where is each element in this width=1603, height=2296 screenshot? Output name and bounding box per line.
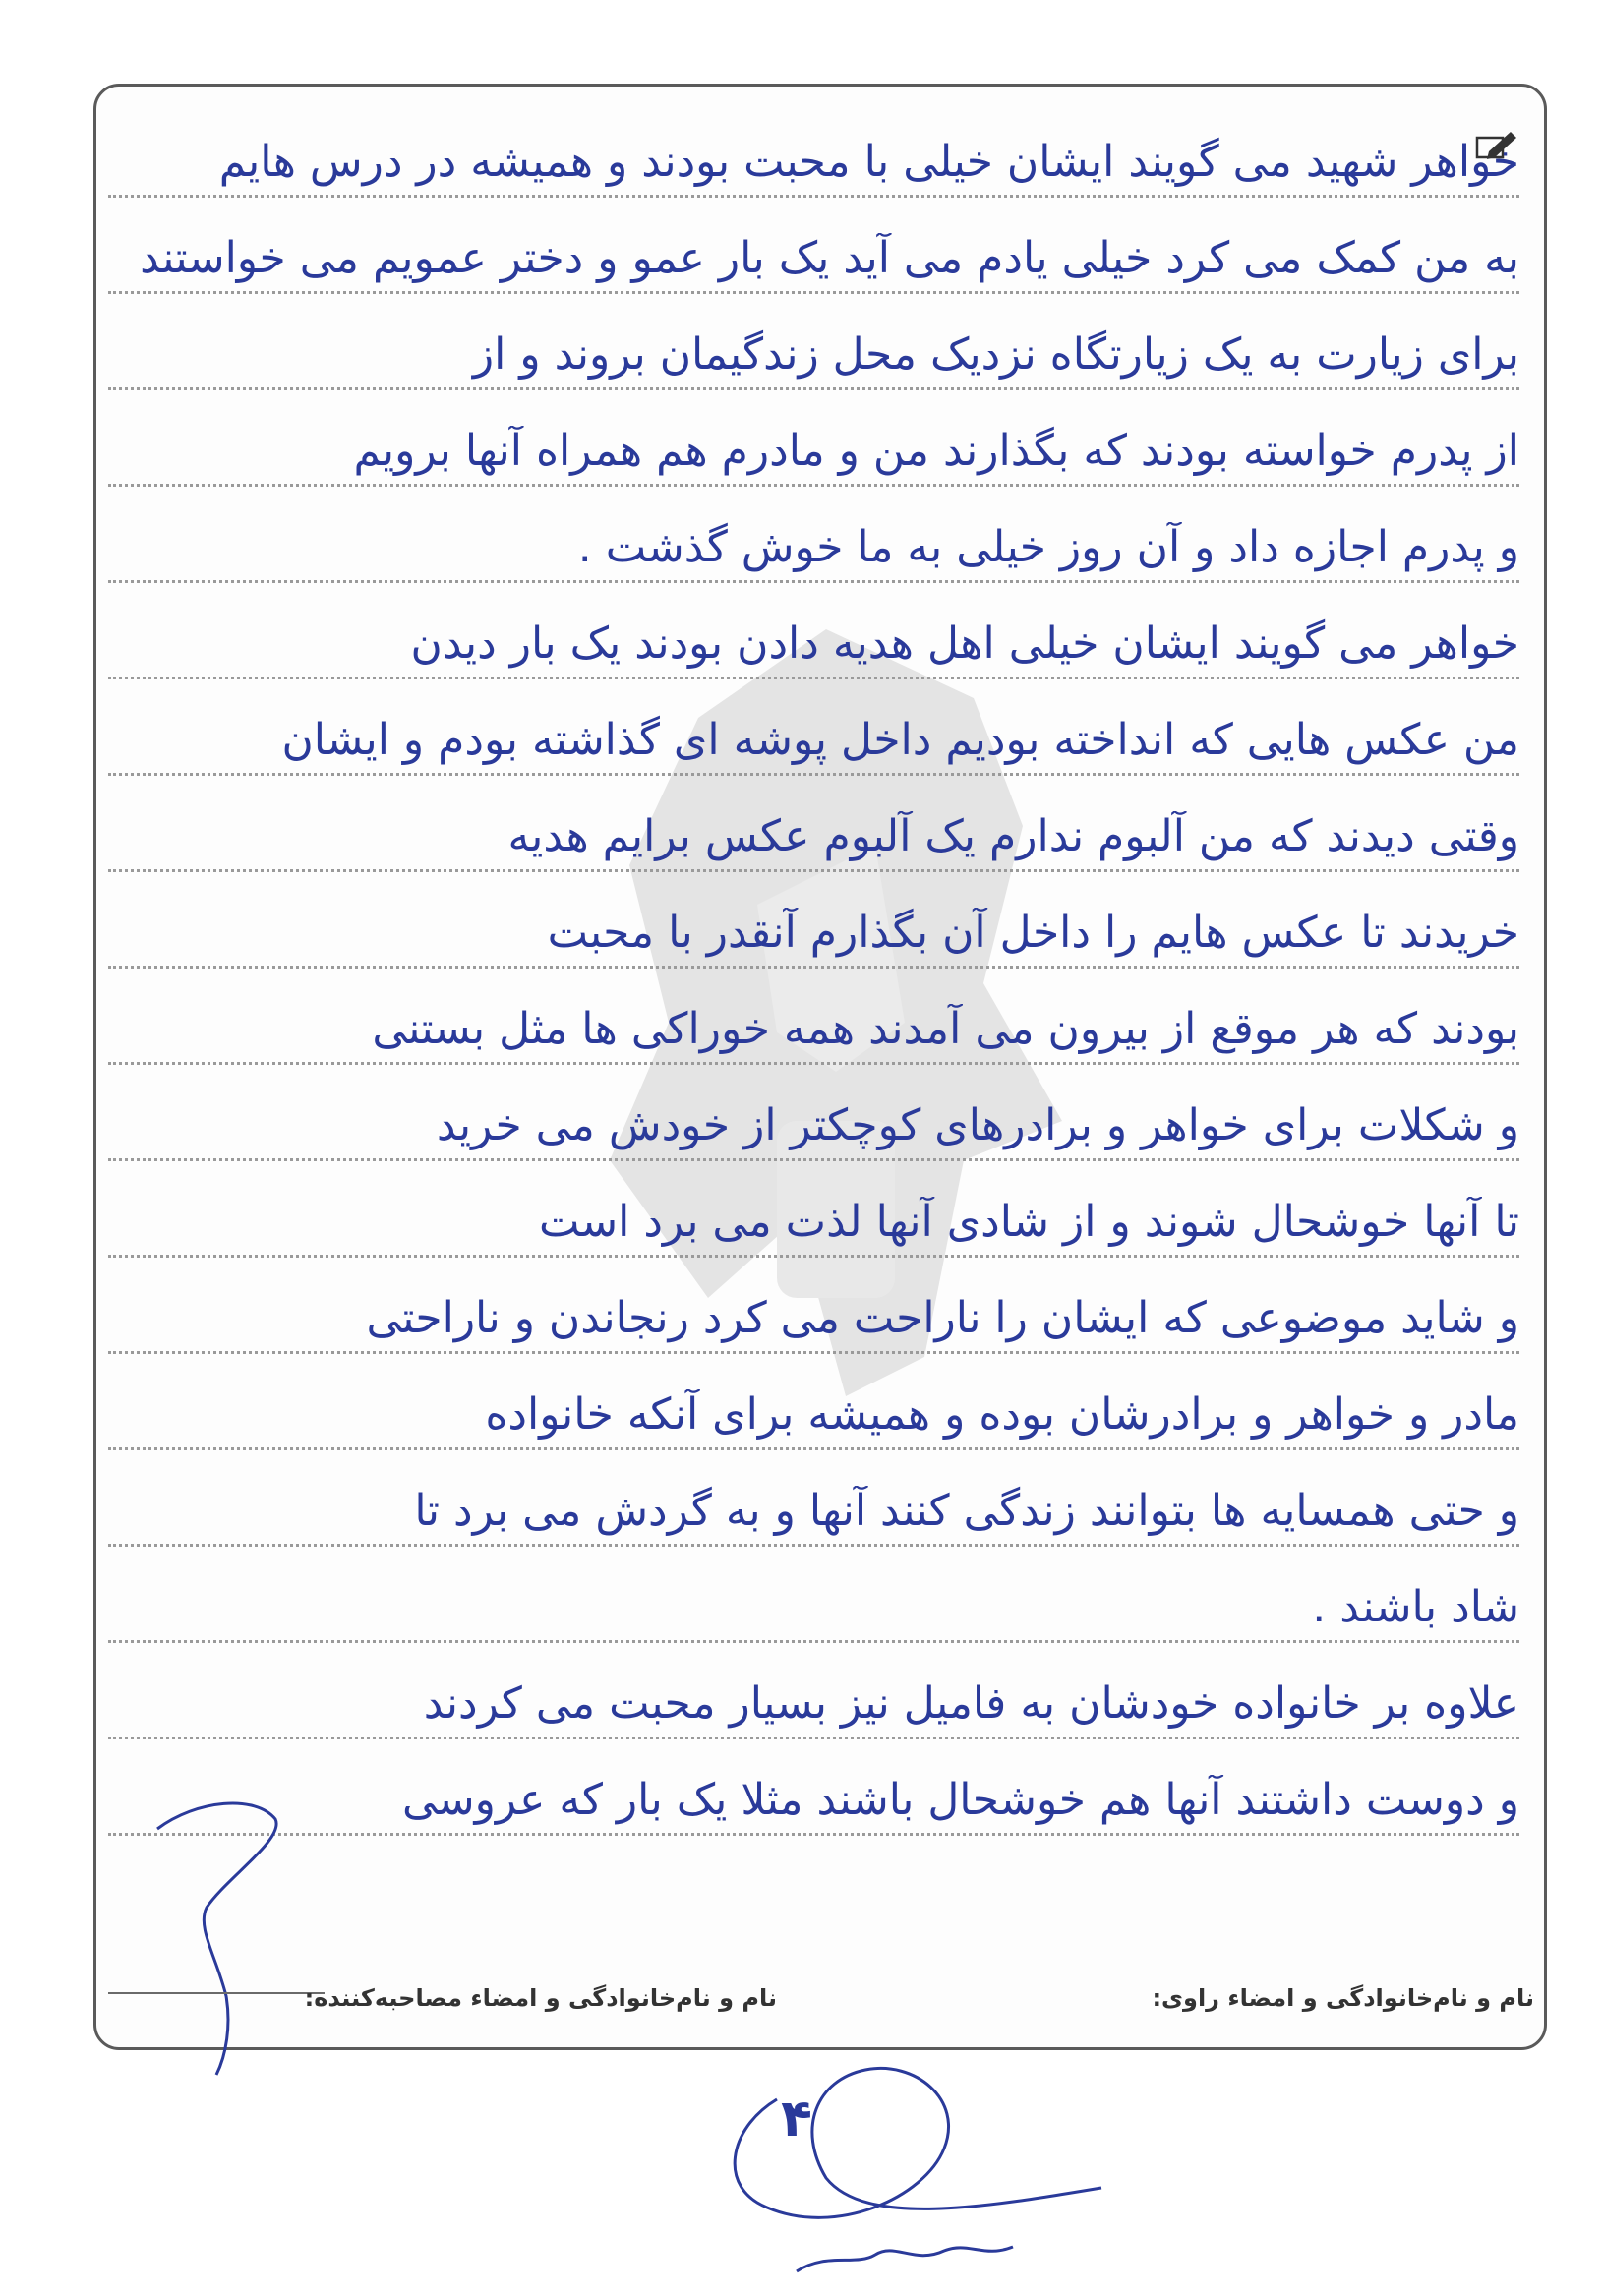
handwritten-line: بودند که هر موقع از بیرون می آمدند همه خوراکی ها مثل بستنی bbox=[372, 1004, 1519, 1055]
handwritten-line: و دوست داشتند آنها هم خوشحال باشند مثلا یک بار که عروسی bbox=[402, 1775, 1519, 1826]
handwritten-line: و شاید موضوعی که ایشان را ناراحت می کرد رنجاندن و ناراحتی bbox=[366, 1293, 1519, 1344]
handwritten-line: خریدند تا عکس هایم را داخل آن بگذارم آنقدر با محبت bbox=[547, 908, 1519, 959]
text-line bbox=[108, 296, 1519, 390]
handwritten-line: از پدرم خواسته بودند که بگذارند من و مادرم هم همراه آنها برویم bbox=[353, 426, 1519, 477]
text-line bbox=[108, 585, 1519, 679]
text-line bbox=[108, 778, 1519, 872]
text-line bbox=[108, 1452, 1519, 1547]
handwritten-line: برای زیارت به یک زیارتگاه نزدیک محل زندگیمان بروند و از bbox=[472, 329, 1519, 381]
handwritten-line: علاوه بر خانواده خودشان به فامیل نیز بسیار محبت می کردند bbox=[423, 1678, 1519, 1730]
text-line bbox=[108, 200, 1519, 294]
text-line bbox=[108, 971, 1519, 1065]
signature-footer bbox=[108, 1967, 1534, 2026]
handwritten-line: تا آنها خوشحال شوند و از شادی آنها لذت می برد است bbox=[539, 1197, 1519, 1248]
interviewer-signature-label: نام و نام‌خانوادگی و امضاء مصاحبه‌کننده: bbox=[304, 1984, 777, 2012]
text-line bbox=[108, 1741, 1519, 1836]
handwritten-line: مادر و خواهر و برادرشان بوده و همیشه برای آنکه خانواده bbox=[485, 1389, 1519, 1441]
handwritten-line: خواهر شهید می گویند ایشان خیلی با محبت بودند و همیشه در درس هایم bbox=[218, 137, 1519, 188]
text-line bbox=[108, 103, 1519, 198]
handwritten-line: و پدرم اجازه داد و آن روز خیلی به ما خوش گذشت . bbox=[577, 522, 1519, 573]
handwritten-line: و شکلات برای خواهر و برادرهای کوچکتر از خودش می خرید bbox=[436, 1100, 1519, 1151]
narrator-signature-label: نام و نام‌خانوادگی و امضاء راوی: bbox=[1152, 1984, 1534, 2012]
handwritten-line: من عکس هایی که انداخته بودیم داخل پوشه ای گذاشته بودم و ایشان bbox=[281, 715, 1519, 766]
text-line bbox=[108, 1067, 1519, 1161]
handwritten-line: وقتی دیدند که من آلبوم ندارم یک آلبوم عکس برایم هدیه bbox=[507, 811, 1519, 862]
text-line bbox=[108, 489, 1519, 583]
text-line bbox=[108, 1645, 1519, 1739]
handwritten-line: شاد باشند . bbox=[1312, 1582, 1519, 1633]
handwritten-line: خواهر می گویند ایشان خیلی اهل هدیه دادن بودند یک بار دیدن bbox=[410, 618, 1519, 670]
text-line bbox=[108, 1260, 1519, 1354]
text-line bbox=[108, 874, 1519, 969]
text-line bbox=[108, 1549, 1519, 1643]
text-line bbox=[108, 1163, 1519, 1258]
signature-line bbox=[108, 1992, 325, 1994]
text-line bbox=[108, 1356, 1519, 1450]
handwritten-line: و حتی همسایه ها بتوانند زندگی کنند آنها و به گردش می برد تا bbox=[414, 1486, 1519, 1537]
handwritten-text bbox=[108, 103, 1519, 1942]
text-line bbox=[108, 392, 1519, 487]
handwritten-line: به من کمک می کرد خیلی یادم می آید یک بار عمو و دختر عمویم می خواستند bbox=[140, 233, 1519, 284]
page-number: ۴ bbox=[781, 2090, 812, 2149]
interviewer-signature-mark bbox=[688, 2040, 1141, 2286]
text-line bbox=[108, 681, 1519, 776]
